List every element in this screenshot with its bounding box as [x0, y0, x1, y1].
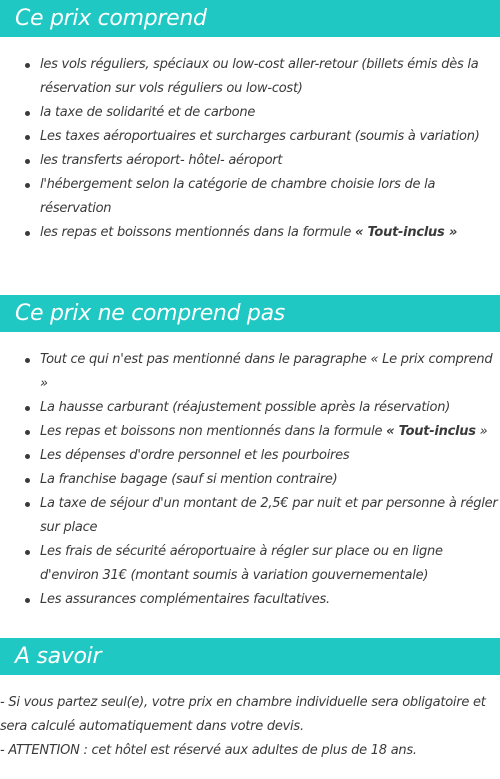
list-item: [0, 173, 500, 221]
list-item-text: les repas et boissons mentionnés dans la formule: [40, 225, 355, 240]
list-item-bold: « Tout-inclus: [386, 424, 476, 439]
list-item: [0, 348, 500, 396]
list-item-text: La franchise bagage (sauf si mention contraire): [40, 472, 338, 487]
list-item-text: Les repas et boissons non mentionnés dans la formule: [40, 424, 387, 439]
list-item-text: les vols réguliers, spéciaux ou low-cost aller-retour (billets émis dès la réservation sur vols réguliers ou low-cost): [40, 57, 479, 96]
list-item: [0, 588, 500, 612]
list-item: [0, 53, 500, 101]
section-title-not-included: Ce prix ne comprend pas: [0, 295, 500, 332]
list-item-text: Les dépenses d'ordre personnel et les pourboires: [40, 448, 350, 463]
list-item: [0, 101, 500, 125]
list-item-text: Tout ce qui n'est pas mentionné dans le paragraphe « Le prix comprend »: [40, 352, 493, 391]
list-item-text: Les taxes aéroportuaires et surcharges carburant (soumis à variation): [40, 129, 480, 144]
list-item: [0, 221, 500, 245]
list-item-text: les transferts aéroport- hôtel- aéroport: [40, 153, 283, 168]
section-title-a-savoir: A savoir: [0, 638, 500, 675]
list-item: [0, 396, 500, 420]
list-item: [0, 420, 500, 444]
list-item-text: La hausse carburant (réajustement possible après la réservation): [40, 400, 451, 415]
list-item-text: Les frais de sécurité aéroportuaire à régler sur place ou en ligne d'environ 31€ (montant soumis à variation gouvernementale): [40, 544, 443, 583]
list-item: [0, 125, 500, 149]
section-title-included: Ce prix comprend: [0, 0, 500, 37]
list-item-text: l'hébergement selon la catégorie de chambre choisie lors de la réservation: [40, 177, 436, 216]
list-item-bold: « Tout-inclus »: [354, 225, 458, 240]
list-item: [0, 468, 500, 492]
list-item: [0, 540, 500, 588]
a-savoir-line: - Si vous partez seul(e), votre prix en chambre individuelle sera obligatoire et sera calculé automatiquement dans votre devis.: [0, 695, 486, 734]
a-savoir-line: - ATTENTION : cet hôtel est réservé aux adultes de plus de 18 ans.: [0, 743, 417, 758]
list-item: [0, 492, 500, 540]
list-item-after: »: [475, 424, 488, 439]
not-included-list: [0, 348, 500, 612]
included-list: [0, 53, 500, 245]
a-savoir-text: [0, 691, 500, 763]
list-item: [0, 149, 500, 173]
list-item-text: Les assurances complémentaires facultatives.: [40, 592, 330, 607]
list-item-text: la taxe de solidarité et de carbone: [40, 105, 256, 120]
list-item: [0, 444, 500, 468]
list-item-text: La taxe de séjour d'un montant de 2,5€ par nuit et par personne à régler sur place: [40, 496, 498, 535]
